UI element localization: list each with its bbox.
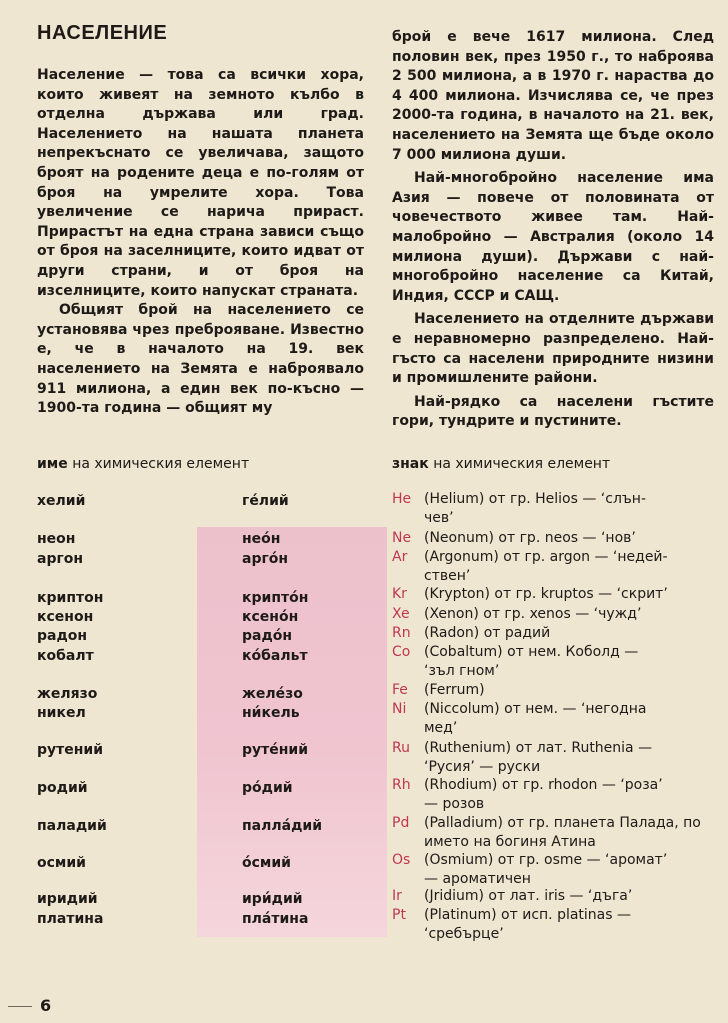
element-name: кобалт bbox=[37, 648, 94, 664]
element-symbol-row bbox=[392, 681, 722, 700]
header-rest: на химическия елемент bbox=[67, 456, 250, 472]
element-etymology: (Neonum) от гр. neos — ‘нов’ bbox=[424, 530, 636, 546]
element-name: аргон bbox=[37, 551, 84, 567]
element-symbol-row bbox=[392, 585, 722, 604]
right-text-column bbox=[392, 28, 714, 432]
element-symbol: Os bbox=[392, 852, 411, 868]
element-symbol: Fe bbox=[392, 682, 408, 698]
paragraph: брой е вече 1617 милиона. След половин век, през 1950 г., то наброява 2 500 милиона, а в 1970 г. нараства до 4 400 милиона. Изчислява се, че през 2000-та година, в началото на 21. век, населението на Земята ще бъде около 7 000 милиона души. bbox=[392, 29, 714, 163]
element-name-stressed: арго́н bbox=[242, 551, 289, 567]
element-name-stressed: руте́ний bbox=[242, 742, 309, 758]
element-symbol-row bbox=[392, 776, 722, 814]
element-name-stressed: пла́тина bbox=[242, 911, 309, 927]
element-etymology-cont: — розов bbox=[424, 796, 485, 812]
element-name-stressed: палла́дий bbox=[242, 818, 323, 834]
element-name: рутений bbox=[37, 742, 104, 758]
element-symbol: Kr bbox=[392, 586, 407, 602]
element-symbol: Pd bbox=[392, 815, 410, 831]
element-etymology: (Radon) от радий bbox=[424, 625, 551, 641]
element-name: радон bbox=[37, 628, 88, 644]
element-name-stressed: ге́лий bbox=[242, 493, 289, 509]
element-symbol-row bbox=[392, 529, 722, 548]
page-heading: НАСЕЛЕНИЕ bbox=[37, 22, 168, 44]
element-symbol-row bbox=[392, 887, 722, 906]
paragraph: Население — това са всички хора, които живеят на земното кълбо в отделна държава или град. Населението на нашата планета непрекъснато се увеличава, защото броят на родените деца е по-голям от броя на умрелите хора. Това увеличение се нарича прираст. Прирастът на една страна зависи също от броя на заселниците, които идват от други страни, и от броя на изселниците, които напускат страната. bbox=[37, 67, 364, 299]
element-etymology: (Krypton) от гр. kruptos — ‘скрит’ bbox=[424, 586, 668, 602]
element-etymology-cont: ствен’ bbox=[424, 568, 471, 584]
element-etymology: (Osmium) от гр. osme — ‘аромат’ bbox=[424, 852, 668, 868]
element-name: неон bbox=[37, 531, 76, 547]
element-symbol-row bbox=[392, 851, 722, 889]
element-symbol-row bbox=[392, 548, 722, 586]
element-symbol: Ni bbox=[392, 701, 407, 717]
element-name: желязо bbox=[37, 686, 98, 702]
element-name: родий bbox=[37, 780, 88, 796]
element-symbol: Ir bbox=[392, 888, 402, 904]
element-etymology-cont: ‘Русия’ — руски bbox=[424, 759, 541, 775]
element-name: паладий bbox=[37, 818, 107, 834]
element-etymology: (Platinum) от исп. platinas — bbox=[424, 907, 631, 923]
element-symbol: Rn bbox=[392, 625, 411, 641]
paragraph: Общият брой на населението се установява чрез преброяване. Известно е, че в началото на 19. век населението на Земята е наброявало 911 милиона, а един век по-късно — 1900-та година — общият му bbox=[37, 302, 364, 417]
element-symbol: Rh bbox=[392, 777, 411, 793]
paragraph: Най-многобройно население има Азия — повече от половината от човечеството живее там. Най-малобройно — Австралия (около 14 милиона души). Държави с най-многобройно население са Китай, Индия, СССР и САЩ. bbox=[392, 170, 714, 304]
element-symbol-row bbox=[392, 490, 722, 528]
element-etymology-cont: мед’ bbox=[424, 720, 458, 736]
page-number-rule bbox=[8, 1006, 32, 1007]
paragraph: Най-рядко са населени гъстите гори, тундрите и пустините. bbox=[392, 393, 714, 430]
element-name-stressed: радо́н bbox=[242, 628, 293, 644]
left-text-column bbox=[37, 66, 364, 419]
element-etymology-cont: — ароматичен bbox=[424, 871, 531, 887]
element-symbol-row bbox=[392, 906, 722, 944]
element-symbol: He bbox=[392, 491, 412, 507]
element-symbol-row bbox=[392, 700, 722, 738]
element-etymology: (Xenon) от гр. xenos — ‘чужд’ bbox=[424, 606, 642, 622]
element-name: осмий bbox=[37, 855, 86, 871]
element-etymology-cont: чев’ bbox=[424, 510, 454, 526]
paragraph: Населението на отделните държави е неравномерно разпределено. Най-гъсто са населени природните низини и промишлените райони. bbox=[392, 311, 714, 387]
element-name-stressed: желе́зо bbox=[242, 686, 303, 702]
header-rest: на химическия елемент bbox=[428, 456, 611, 472]
table-header-name bbox=[37, 456, 249, 472]
element-name-stressed: ксено́н bbox=[242, 609, 299, 625]
element-name-stressed: ро́дий bbox=[242, 780, 293, 796]
element-name: хелий bbox=[37, 493, 86, 509]
element-name: платина bbox=[37, 911, 104, 927]
element-symbol-row bbox=[392, 605, 722, 624]
element-name: криптон bbox=[37, 590, 104, 606]
element-etymology: (Helium) от гр. Helios — ‘слън- bbox=[424, 491, 646, 507]
element-name-stressed: нео́н bbox=[242, 531, 281, 547]
page-number: 6 bbox=[40, 996, 52, 1015]
element-etymology: (Cobaltum) от нем. Коболд — bbox=[424, 644, 639, 660]
element-name: ксенон bbox=[37, 609, 94, 625]
element-symbol-row bbox=[392, 624, 722, 643]
element-symbol-row bbox=[392, 643, 722, 681]
element-name-stressed: крипто́н bbox=[242, 590, 309, 606]
element-name-stressed: ири́дий bbox=[242, 891, 303, 907]
element-symbol: Ru bbox=[392, 740, 410, 756]
element-etymology: (Palladium) от гр. планета Палада, по името на богиня Атина bbox=[424, 815, 701, 850]
element-name: иридий bbox=[37, 891, 98, 907]
element-symbol: Ne bbox=[392, 530, 412, 546]
header-bold: знак bbox=[392, 456, 429, 472]
element-symbol: Co bbox=[392, 644, 411, 660]
element-symbol-row bbox=[392, 739, 722, 777]
element-symbol: Pt bbox=[392, 907, 406, 923]
element-etymology: (Jridium) от лат. iris — ‘дъга’ bbox=[424, 888, 633, 904]
element-name-stressed: ни́кель bbox=[242, 705, 300, 721]
element-symbol: Xe bbox=[392, 606, 410, 622]
element-etymology: (Argonum) от гр. argon — ‘недей- bbox=[424, 549, 668, 565]
element-etymology: (Rhodium) от гр. rhodon — ‘роза’ bbox=[424, 777, 663, 793]
element-symbol: Ar bbox=[392, 549, 408, 565]
element-etymology-cont: ‘зъл гном’ bbox=[424, 663, 500, 679]
header-bold: име bbox=[37, 456, 68, 472]
element-etymology: (Ruthenium) от лат. Ruthenia — bbox=[424, 740, 653, 756]
element-symbol-row bbox=[392, 814, 722, 852]
element-name: никел bbox=[37, 705, 86, 721]
element-etymology: (Ferrum) bbox=[424, 682, 485, 698]
element-etymology: (Niccolum) от нем. — ‘негодна bbox=[424, 701, 647, 717]
element-name-stressed: ко́бальт bbox=[242, 648, 308, 664]
element-etymology-cont: ‘сребърце’ bbox=[424, 926, 504, 942]
element-name-stressed: о́смий bbox=[242, 855, 291, 871]
table-header-symbol bbox=[392, 456, 610, 472]
